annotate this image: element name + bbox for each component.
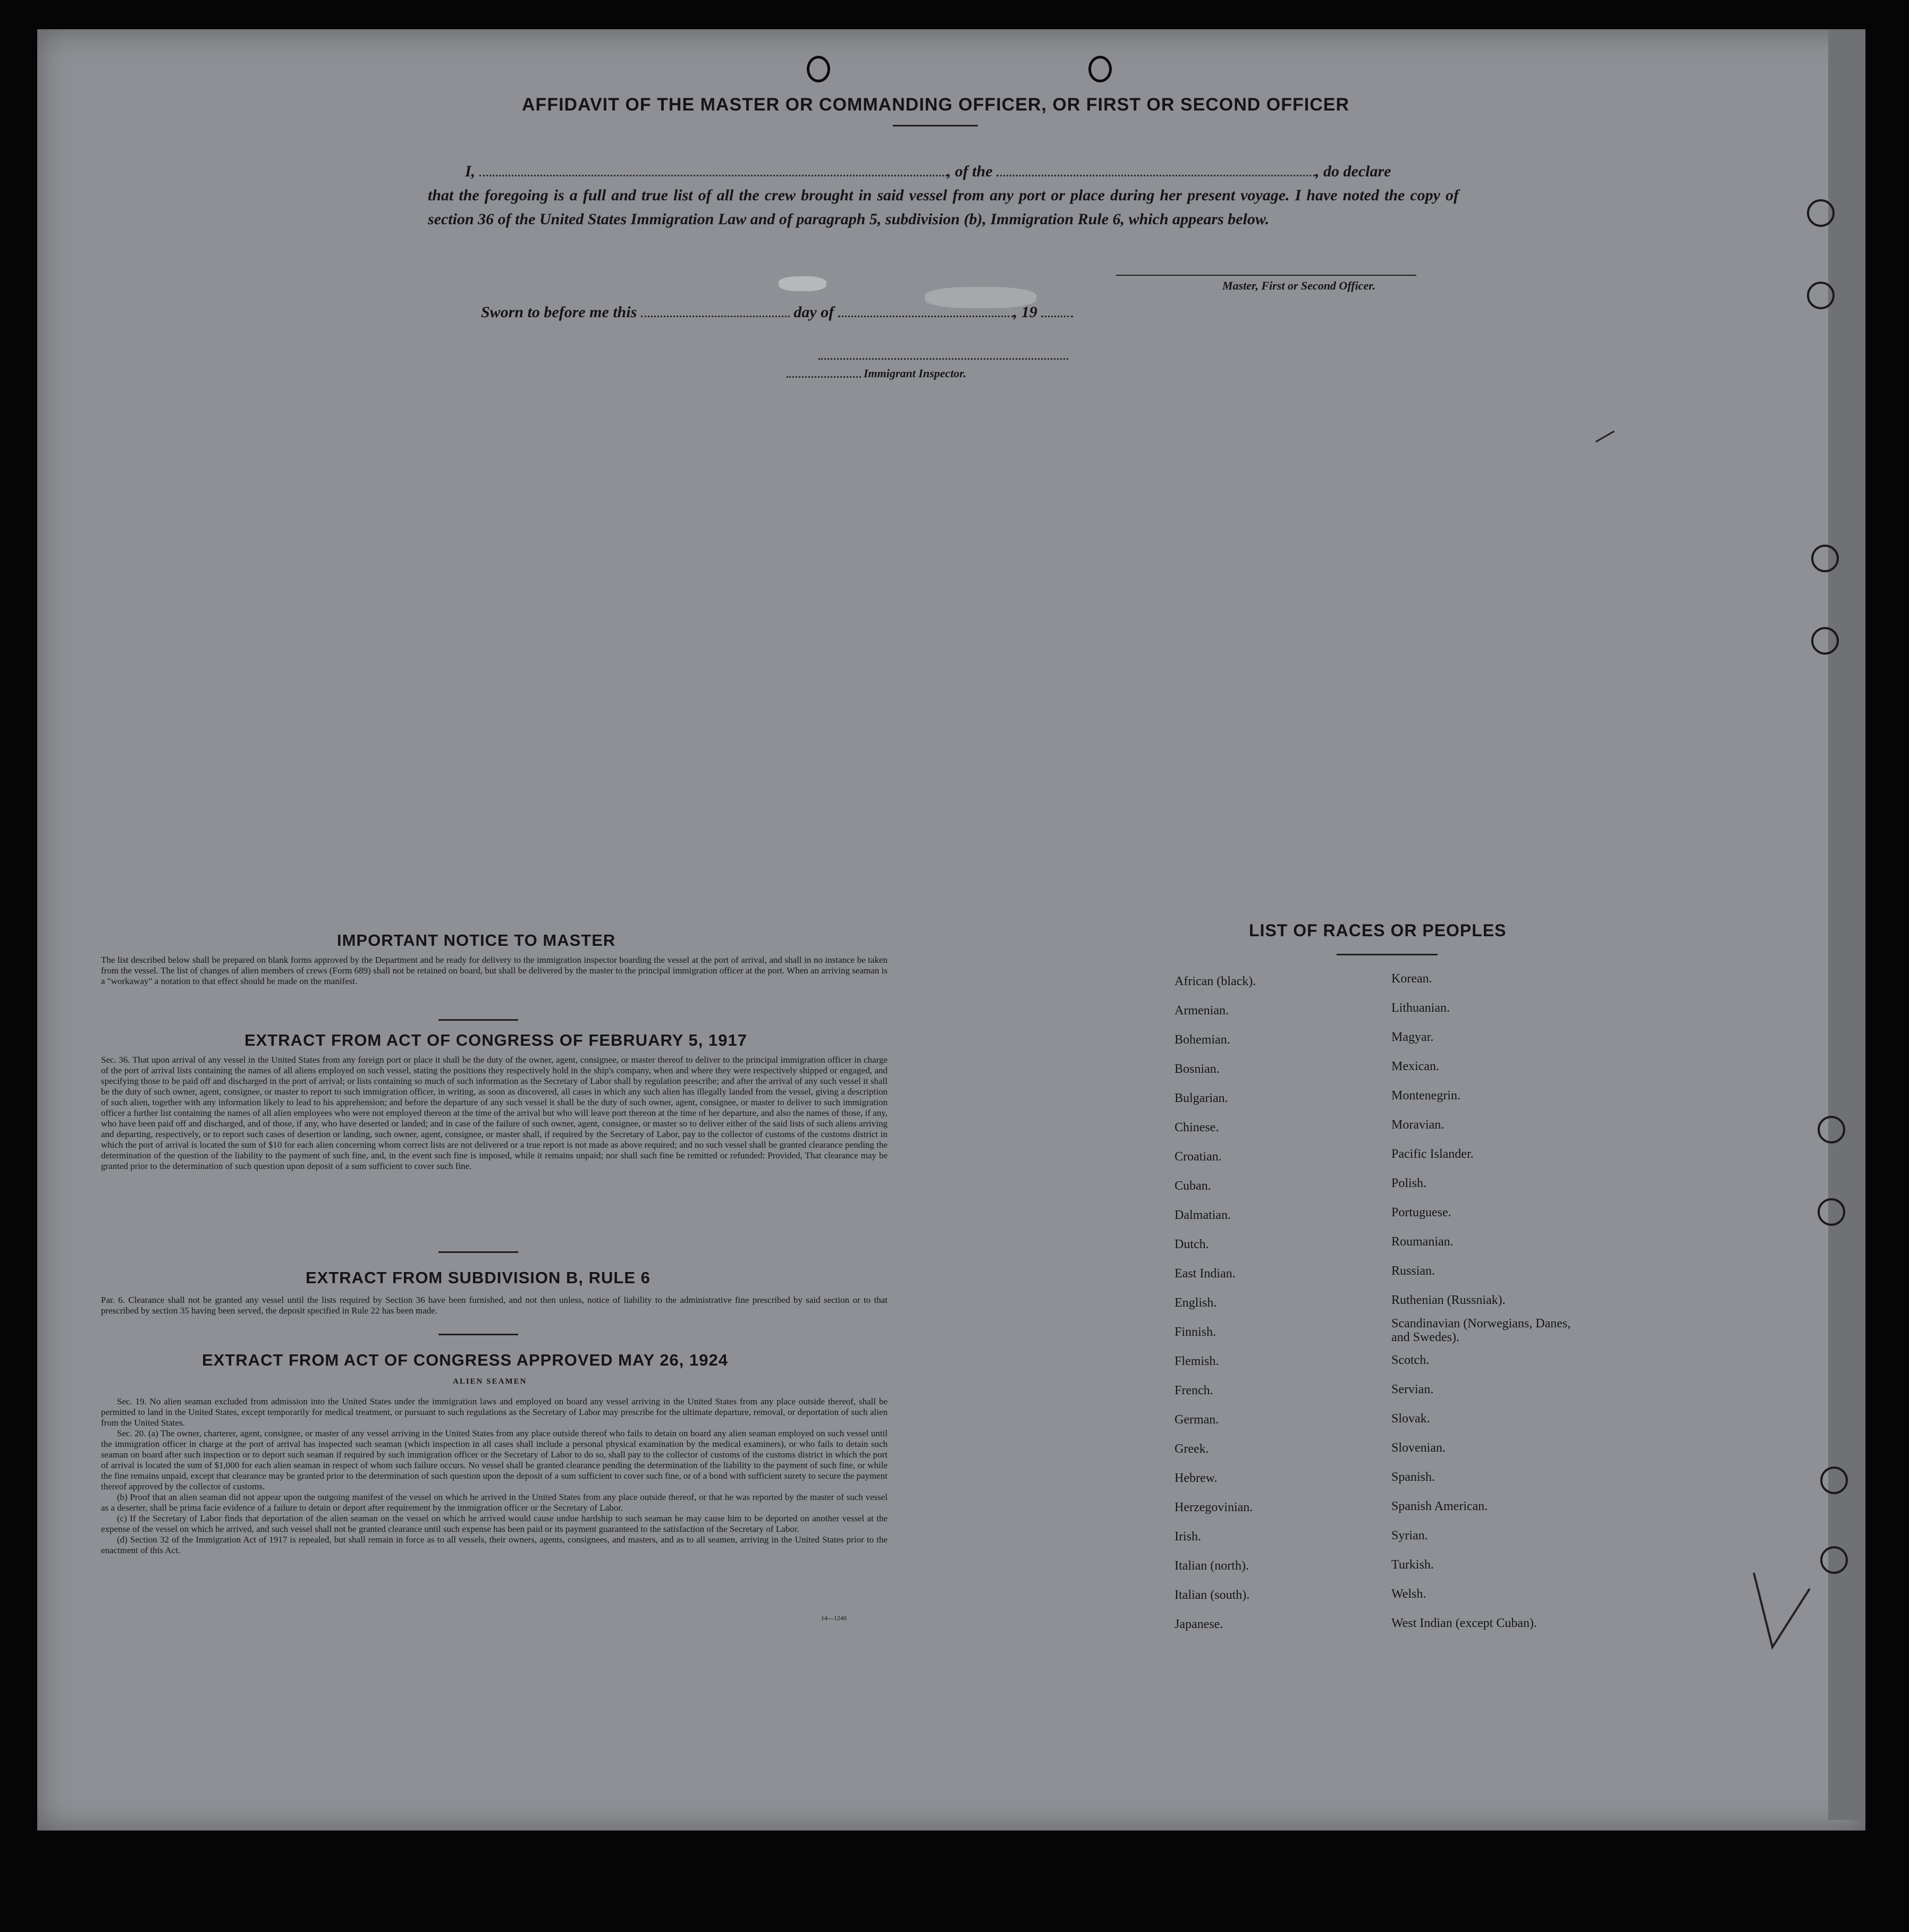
binder-hole — [1807, 282, 1835, 309]
affidavit-text — [428, 159, 1459, 231]
sec-19: Sec. 19. No alien seaman excluded from admission into the United States under the immigration laws and employed on board any vessel arriving in the United States from any place outside thereof, shall be permitted to land in the United States, except temporarily for medical treatment, or pursuant to such regulations as the Secretary of Labor may prescribe for the ultimate departure, removal, or deportation of such alien from the United States. — [101, 1396, 888, 1428]
race-item: Mexican. — [1391, 1060, 1439, 1073]
sworn-year-blank[interactable] — [1041, 302, 1073, 317]
affidavit-title-rule — [893, 125, 978, 126]
vessel-blank[interactable] — [996, 161, 1315, 176]
race-item: Korean. — [1391, 972, 1432, 986]
binder-hole — [1820, 1467, 1848, 1494]
extract-1917-title: EXTRACT FROM ACT OF CONGRESS OF FEBRUARY 5, 1917 — [244, 1031, 747, 1049]
race-item: German. — [1175, 1413, 1219, 1427]
race-item: Slovenian. — [1391, 1441, 1446, 1455]
inspector-line-prefix — [787, 369, 861, 378]
extract-1924-subtitle: ALIEN SEAMEN — [453, 1377, 527, 1386]
race-item: French. — [1175, 1384, 1213, 1397]
binder-hole — [1807, 199, 1835, 227]
race-item: Montenegrin. — [1391, 1089, 1460, 1103]
race-item: Dutch. — [1175, 1238, 1209, 1251]
race-item: Ruthenian (Russniak). — [1391, 1293, 1506, 1307]
sec-20c: (c) If the Secretary of Labor finds that deportation of the alien seaman on the vessel on which he arrived would cause undue hardship to such seaman he may cause him to be deported on another vessel at the expense of the vessel on which he arrived, and such vessel shall not be granted clearance until such expense has been paid or its payment guaranteed to the satisfaction of the Secretary of Labor. — [101, 1513, 888, 1534]
extract-1917-rule — [438, 1251, 518, 1253]
binder-hole — [1811, 627, 1839, 655]
race-item: Greek. — [1175, 1442, 1209, 1456]
race-item: West Indian (except Cuban). — [1391, 1616, 1537, 1630]
affidavit-title: AFFIDAVIT OF THE MASTER OR COMMANDING OFFICER, OR FIRST OR SECOND OFFICER — [522, 95, 1349, 115]
binder-hole — [1811, 545, 1839, 572]
ink-smudge — [925, 287, 1036, 308]
race-item: Irish. — [1175, 1530, 1201, 1544]
race-item: Polish. — [1391, 1176, 1427, 1190]
races-left-column — [1175, 967, 1256, 1639]
master-signature-line[interactable] — [1116, 275, 1416, 276]
affidavit-i: I, — [465, 163, 476, 180]
race-item — [1391, 1315, 1583, 1346]
race-item: Chinese. — [1175, 1121, 1219, 1134]
affidavit-of-the: , of the — [947, 163, 993, 180]
race-item: Herzegovinian. — [1175, 1501, 1253, 1514]
race-item: Moravian. — [1391, 1118, 1445, 1132]
race-item: Turkish. — [1391, 1558, 1434, 1572]
punch-hole-left — [807, 56, 830, 82]
race-item: Italian (north). — [1175, 1559, 1249, 1573]
race-item: Bosnian. — [1175, 1062, 1220, 1076]
race-item: Magyar. — [1391, 1030, 1434, 1044]
affidavit-body: that the foregoing is a full and true list of all the crew brought in said vessel from any port or place during her present voyage. I have noted the copy of section 36 of the United States Immigration Law and of paragraph 5, subdivision (b), Immigration Rule 6, which appears below. — [428, 187, 1459, 228]
notice-body: The list described below shall be prepared on blank forms approved by the Department and be ready for delivery to the immigration inspector boarding the vessel at the port of arrival, and shall in no instance be taken from the vessel. The list of changes of alien members of crews (Form 689) shall not be retained on board, but shall be delivered by the master to the principal immigration officer at the port. When an arriving seaman is a "workaway" a notation to that effect should be made on the manifest. — [101, 955, 888, 986]
sworn-day-of: day of — [793, 303, 834, 321]
race-item: Bulgarian. — [1175, 1091, 1228, 1105]
race-item: Welsh. — [1391, 1587, 1426, 1601]
race-item: Portuguese. — [1391, 1206, 1451, 1219]
notice-rule — [438, 1019, 518, 1021]
race-item: East Indian. — [1175, 1267, 1236, 1281]
race-item: Roumanian. — [1391, 1235, 1454, 1249]
race-item-scandinavian: Scandinavian (Norwegians, Danes, and Swedes). — [1391, 1317, 1571, 1344]
race-item: Russian. — [1391, 1264, 1435, 1278]
races-rule — [1337, 954, 1438, 955]
rule6-rule — [438, 1334, 518, 1335]
ink-smudge — [779, 276, 826, 291]
race-item: English. — [1175, 1296, 1217, 1310]
races-title: LIST OF RACES OR PEOPLES — [1249, 921, 1507, 940]
inspector-signature-label: Immigrant Inspector. — [864, 367, 967, 380]
race-item: Lithuanian. — [1391, 1001, 1450, 1015]
form-number: 14—1240 — [821, 1614, 847, 1622]
rule6-body: Par. 6. Clearance shall not be granted any vessel until the lists required by Section 36 have been furnished, and not then unless, notice of liability to the administrative fine prescribed by said section or to that prescribed by section 35 having been served, the deposit specified in Rule 22 has been made. — [101, 1295, 888, 1316]
sworn-day-blank[interactable] — [641, 302, 790, 317]
race-item: Italian (south). — [1175, 1588, 1250, 1602]
race-item: Finnish. — [1175, 1325, 1217, 1339]
rule6-title: EXTRACT FROM SUBDIVISION B, RULE 6 — [306, 1268, 651, 1287]
race-item: Croatian. — [1175, 1150, 1222, 1164]
race-item: Bohemian. — [1175, 1033, 1230, 1047]
binder-hole — [1820, 1546, 1848, 1574]
sec-20a: Sec. 20. (a) The owner, charterer, agent, consignee, or master of any vessel arriving in the United States from any place outside thereof who fails to detain on board any alien seaman employed on such vessel until the immigration officer in charge at the port of arrival has inspected such seaman (which inspection in all cases shall include a personal physical examination by the medical examiners), or who fails to detain such seaman on board after such inspection or to deport such seaman if required by such immigration officer or the Secretary of Labor to do so, shall pay to the collector of customs of the customs district in which the port of arrival is located the sum of $1,000 for each alien seaman in respect of whom such failure occurs. No vessel shall be granted clearance pending the determination of the liability to the payment of such fine, or while the fine remains unpaid, except that clearance may be granted prior to the determination of such question upon the deposit of a sum sufficient to cover such fine, or of a bond with sufficient surety to secure the payment thereof approved by the collector of customs. — [101, 1428, 888, 1492]
race-item: Servian. — [1391, 1383, 1434, 1396]
binder-hole — [1818, 1116, 1845, 1143]
extract-1924-body — [101, 1396, 888, 1556]
race-item: Dalmatian. — [1175, 1208, 1231, 1222]
race-item: Spanish American. — [1391, 1499, 1488, 1513]
master-signature-label: Master, First or Second Officer. — [1222, 279, 1376, 292]
sec-20b: (b) Proof that an alien seaman did not appear upon the outgoing manifest of the vessel on which he arrived in the United States from any place outside thereof, or that he was reported by the master of such vessel as a deserter, shall be prima facie evidence of a failure to detain or deport after requirement by the immigration officer or the Secretary of Labor. — [101, 1492, 888, 1513]
extract-1917-body: Sec. 36. That upon arrival of any vessel in the United States from any foreign port or place it shall be the duty of the owner, agent, consignee, or master thereof to deliver to the principal immigration officer in charge of the port of arrival lists containing the names of all aliens employed on such vessel, stating the positions they respectively hold in the ship's company, when and where they were respectively shipped or engaged, and specifying those to be paid off and discharged in the port of arrival; or lists containing so much of such information as the Secretary of Labor shall by regulation prescribe; and after the arrival of any such vessel it shall be the duty of such owner, agent, consignee, or master to report to such immigration officer, in writing, as soon as discovered, all cases in which any such alien has illegally landed from the vessel, giving a description of such alien, together with any information likely to lead to his apprehension; and before the departure of any such vessel it shall be the duty of such owner, agent, consignee, or master to deliver to such immigration officer a further list containing the names of all alien employees who were not employed thereon at the time of the arrival but who will leave port thereon at the time of her departure, and also the names of those, if any, who have been paid off and discharged, and of those, if any, who have deserted or landed; and in case of the failure of such owner, agent, consignee, or master so to deliver either of the said lists of such aliens arriving and departing, respectively, or to report such cases of desertion or landing, such owner, agent, consignee, or master shall, if required by the Secretary of Labor, pay to the collector of customs of the customs district in which the port of arrival is located the sum of $10 for each alien concerning whom correct lists are not delivered or a true report is not made as above required; and no such vessel shall be granted clearance pending the determination of the question of the liability to the payment of such fine, and, in the event such fine is imposed, while it remains unpaid; nor shall such fine be remitted or refunded: Provided, That clearance may be granted prior to the determination of such question upon deposit of a sum sufficient to cover such fine. — [101, 1055, 888, 1171]
race-item: Pacific Islander. — [1391, 1147, 1474, 1161]
affidavit-declare: , do declare — [1315, 163, 1391, 180]
notice-title: IMPORTANT NOTICE TO MASTER — [337, 931, 616, 950]
name-blank[interactable] — [479, 161, 947, 176]
race-item: Scotch. — [1391, 1353, 1430, 1367]
races-right-column — [1391, 964, 1583, 1638]
sworn-year-prefix: , 19 — [1013, 303, 1037, 321]
race-item: Spanish. — [1391, 1470, 1435, 1484]
race-item: African (black). — [1175, 975, 1256, 988]
inspector-signature-line[interactable] — [818, 357, 1068, 360]
sworn-prefix: Sworn to before me this — [481, 303, 637, 321]
race-item: Syrian. — [1391, 1529, 1428, 1543]
race-item: Cuban. — [1175, 1179, 1211, 1193]
extract-1924-title: EXTRACT FROM ACT OF CONGRESS APPROVED MAY 26, 1924 — [202, 1351, 728, 1369]
sec-20d: (d) Section 32 of the Immigration Act of 1917 is repealed, but shall remain in force as to all vessels, their owners, agents, consignees, and masters, and as to all seamen, arriving in the United States prior to the enactment of this Act. — [101, 1535, 888, 1555]
pencil-mark — [1743, 1567, 1818, 1658]
race-item: Hebrew. — [1175, 1471, 1218, 1485]
race-item: Japanese. — [1175, 1617, 1223, 1631]
binder-hole — [1818, 1198, 1845, 1226]
punch-hole-right — [1088, 56, 1112, 82]
race-item: Slovak. — [1391, 1412, 1430, 1426]
race-item: Armenian. — [1175, 1004, 1229, 1018]
race-item: Flemish. — [1175, 1354, 1219, 1368]
